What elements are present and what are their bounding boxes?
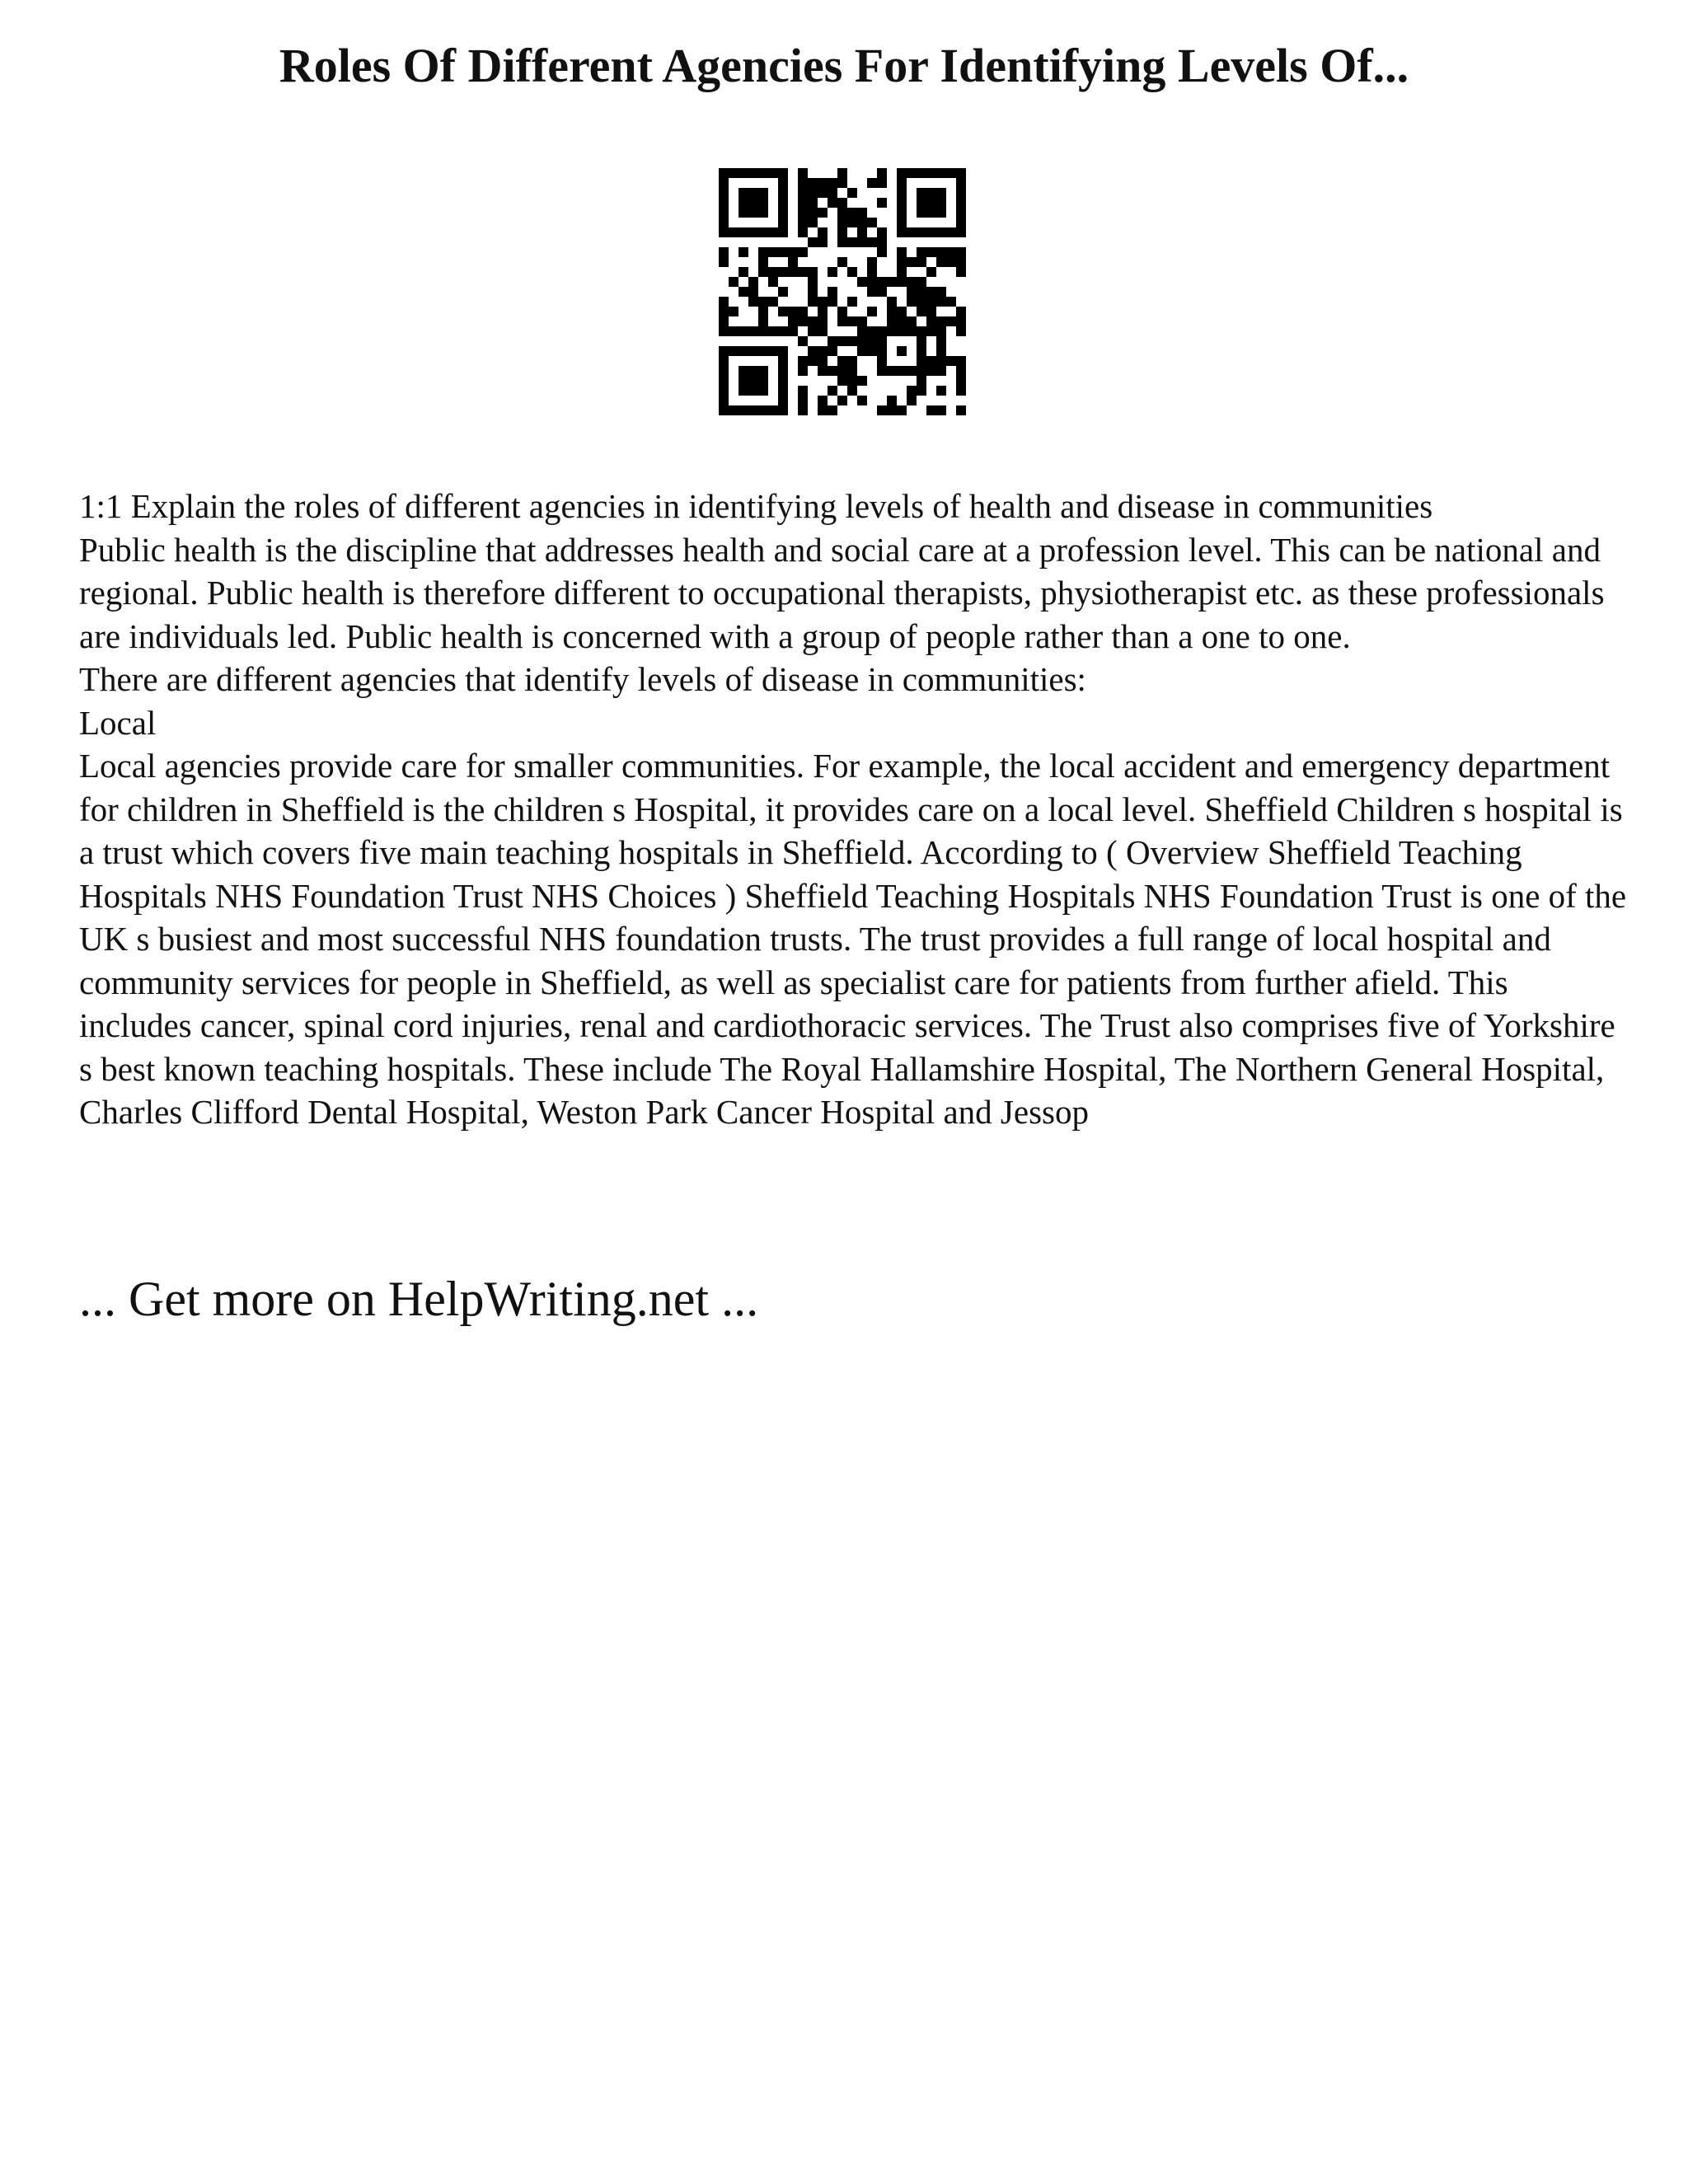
paragraph: 1:1 Explain the roles of different agencies in identifying levels of health and disease in communities [79, 487, 1433, 525]
section-heading-local: Local [79, 703, 157, 742]
document-body [79, 485, 1629, 1134]
document-title: Roles Of Different Agencies For Identifying Levels Of... [279, 39, 1409, 92]
get-more-link[interactable]: ... Get more on HelpWriting.net ... [79, 1272, 759, 1326]
paragraph: Local agencies provide care for smaller communities. For example, the local accident and emergency department for children in Sheffield is the children s Hospital, it provides care on a local level. Sheffield Children s hospital is a trust which covers five main teaching hospitals in Sheffield. According to ( Overview Sheffield Teaching Hospitals NHS Foundation Trust NHS Choices ) Sheffield Teaching Hospitals NHS Foundation Trust is one of the UK s busiest and most successful NHS foundation trusts. The trust provides a full range of local hospital and community services for people in Sheffield, as well as specialist care for patients from further afield. This includes cancer, spinal cord injuries, renal and cardiothoracic services. The Trust also comprises five of Yorkshire s best known teaching hospitals. These include The Royal Hallamshire Hospital, The Northern General Hospital, Charles Clifford Dental Hospital, Weston Park Cancer Hospital and Jessop [79, 747, 1627, 1131]
qr-code-icon [719, 168, 966, 415]
paragraph: Public health is the discipline that addresses health and social care at a profession level. This can be national and regional. Public health is therefore different to occupational therapists, physiotherapist etc. as these professionals are individuals led. Public health is concerned with a group of people rather than a one to one. [79, 530, 1605, 655]
paragraph: There are different agencies that identify levels of disease in communities: [79, 660, 1086, 698]
